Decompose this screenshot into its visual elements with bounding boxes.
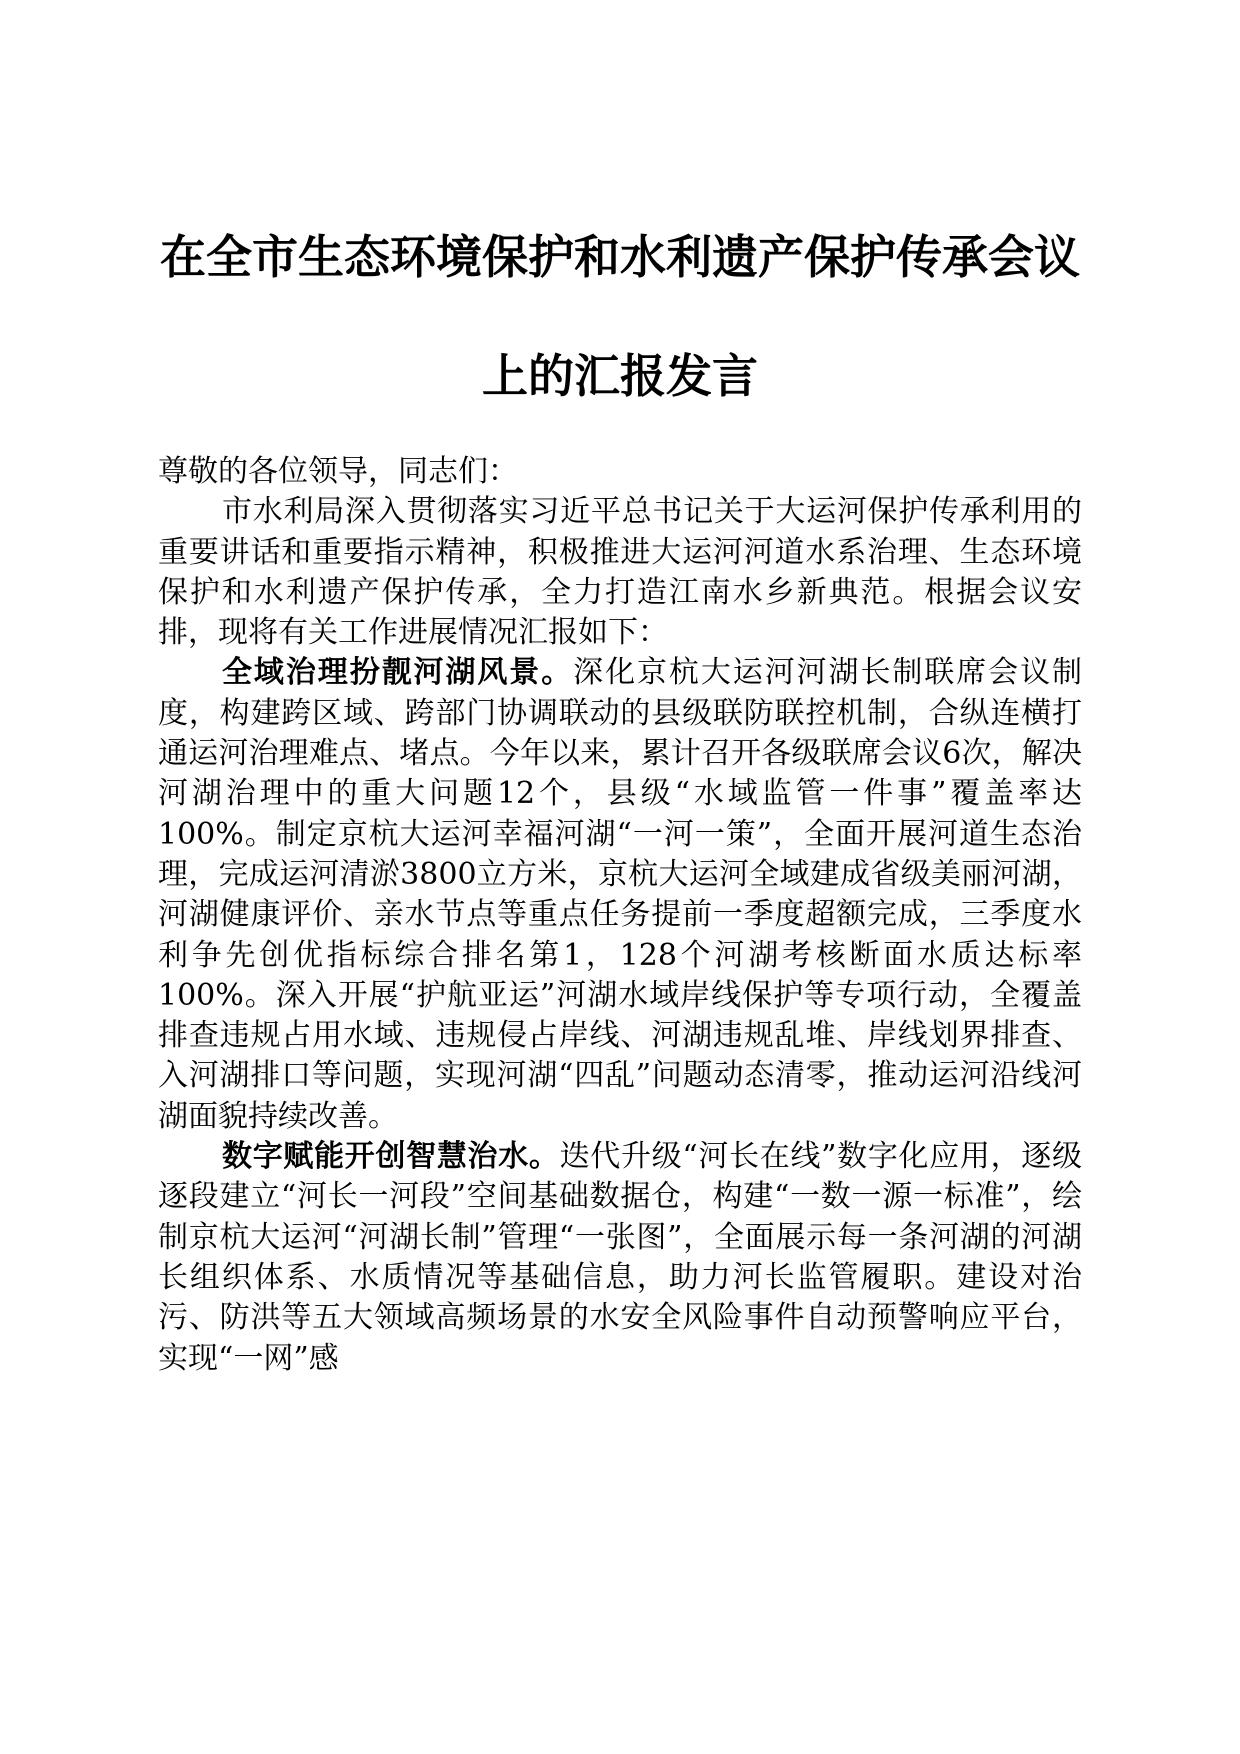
section-heading-digital: 数字赋能开创智慧治水。 xyxy=(222,1139,560,1175)
intro-paragraph: 市水利局深入贯彻落实习近平总书记关于大运河保护传承利用的重要讲话和重要指示精神，积极推进大运河河道水系治理、生态环境保护和水利遗产保护传承，全力打造江南水乡新典范。根据会议安排，现将有关工作进展情况汇报如下： xyxy=(158,494,1082,651)
section-heading-governance: 全域治理扮靓河湖风景。 xyxy=(222,655,574,691)
section-paragraph-digital xyxy=(158,1137,1082,1379)
document-title-line-1: 在全市生态环境保护和水利遗产保护传承会议 xyxy=(160,230,1080,284)
section-text-governance: 深化京杭大运河河湖长制联席会议制度，构建跨区域、跨部门协调联动的县级联防联控机制，合纵连横打通运河治理难点、堵点。今年以来，累计召开各级联席会议6次，解决河湖治理中的重大问题12个，县级“水域监管一件事”覆盖率达100%。制定京杭大运河幸福河湖“一河一策”，全面开展河道生态治理，完成运河清淤3800立方米，京杭大运河全域建成省级美丽河湖，河湖健康评价、亲水节点等重点任务提前一季度超额完成，三季度水利争先创优指标综合排名第1，128个河湖考核断面水质达标率100%。深入开展“护航亚运”河湖水域岸线保护等专项行动，全覆盖排查违规占用水域、违规侵占岸线、河湖违规乱堆、岸线划界排查、入河湖排口等问题，实现河湖“四乱”问题动态清零，推动运河沿线河湖面貌持续改善。 xyxy=(158,655,1083,1134)
document-body xyxy=(158,452,1082,1379)
section-paragraph-governance xyxy=(158,653,1082,1137)
salutation: 尊敬的各位领导，同志们： xyxy=(158,454,518,489)
section-text-digital: 迭代升级“河长在线”数字化应用，逐级逐段建立“河长一河段”空间基础数据仓，构建“一数一源一标准”，绘制京杭大运河“河湖长制”管理“一张图”，全面展示每一条河湖的河湖长组织体系、水质情况等基础信息，助力河长监管履职。建设对治污、防洪等五大领域高频场景的水安全风险事件自动预警响应平台，实现“一网”感 xyxy=(158,1139,1082,1376)
document-title-line-2: 上的汇报发言 xyxy=(482,349,758,403)
